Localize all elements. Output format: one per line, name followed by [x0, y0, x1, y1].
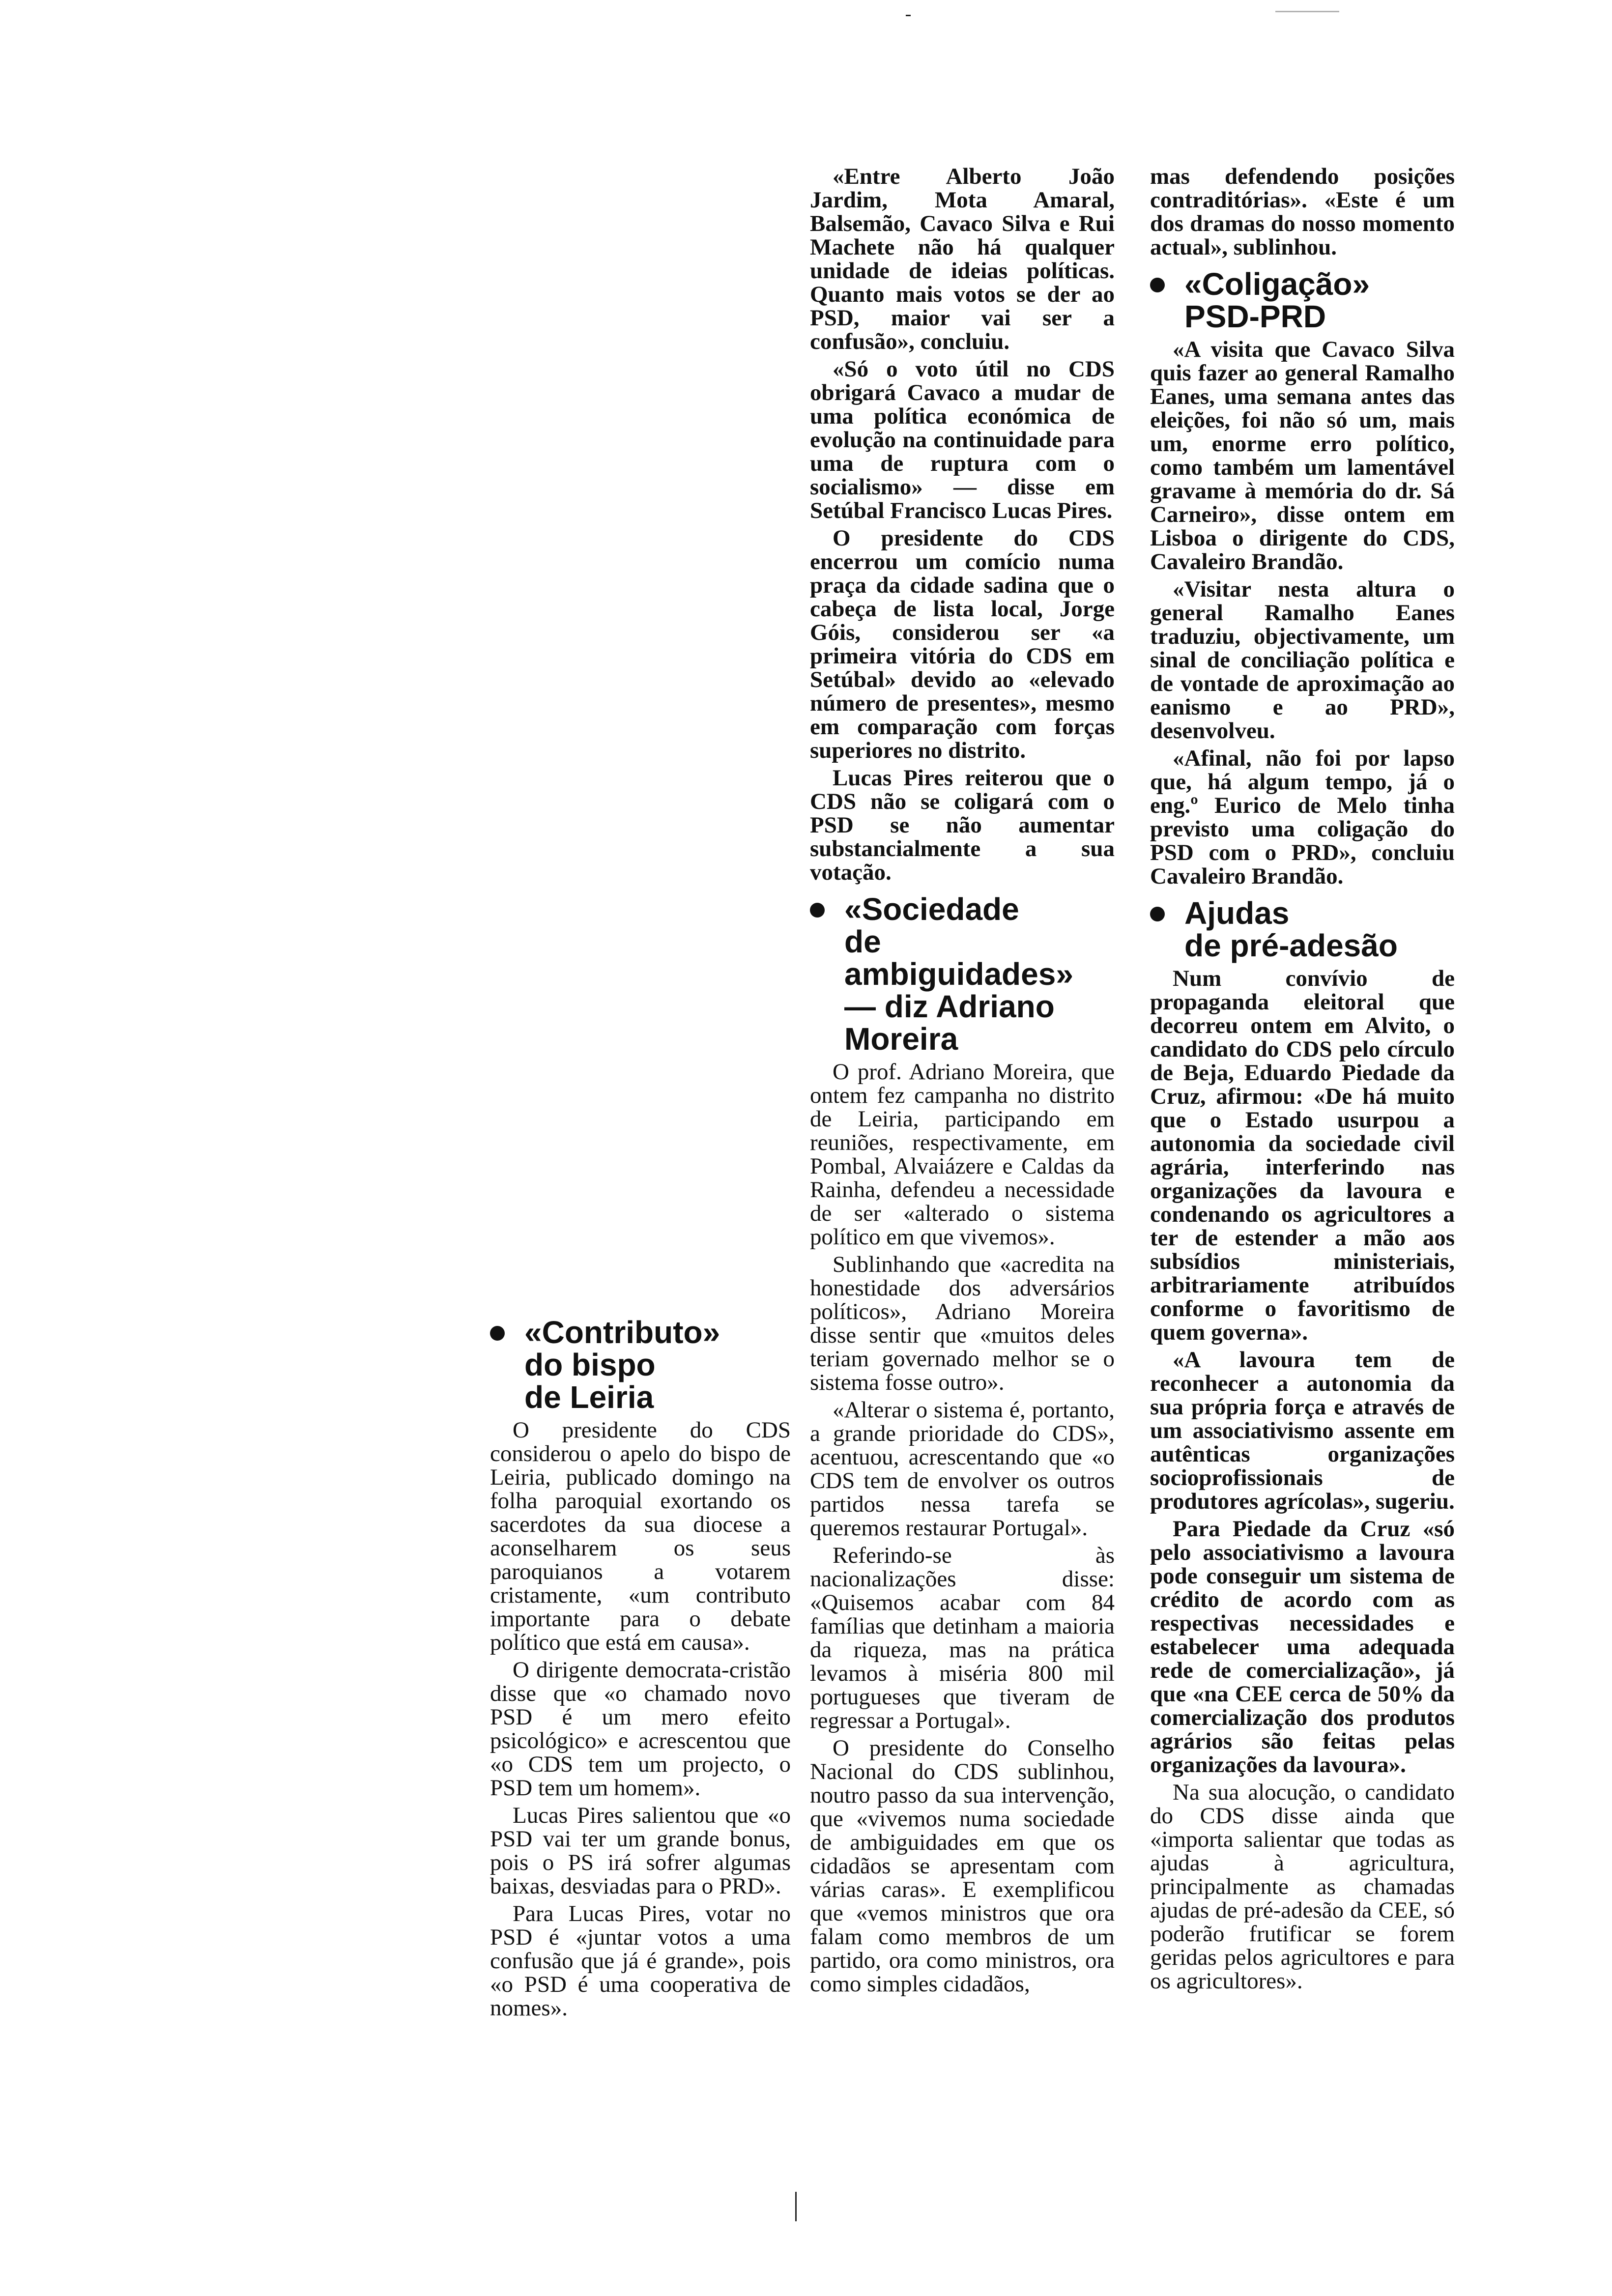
paragraph: Num convívio de propaganda eleitoral que decorreu ontem em Alvito, o candidato do CDS pelo círculo de Beja, Eduardo Piedade da Cruz, afirmou: «De há muito que o Estado usurpou a autonomia da sociedade civil agrária, interferindo nas organizações da lavoura e condenando os agricultores a ter de estender a mão aos subsídios ministeriais, arbitrariamente atribuídos conforme o favoritismo de quem governa». — [1150, 966, 1455, 1345]
heading-coligacao: «Coligação» PSD-PRD — [1150, 268, 1455, 333]
paragraph: «A visita que Cavaco Silva quis fazer ao general Ramalho Eanes, uma semana antes das eleições, foi não só um, mais um, enorme erro político, como também um lamentável gravame à memória do dr. Sá Carneiro», disse ontem em Lisboa o dirigente do CDS, Cavaleiro Brandão. — [1150, 337, 1455, 574]
paragraph: O presidente do Conselho Nacional do CDS sublinhou, noutro passo da sua intervenção, que «vivemos numa sociedade de ambiguidades em que os cidadãos se apresentam com várias caras». E exemplificou que «vemos ministros que ora falam como membros de um partido, ora como ministros, ora como simples cidadãos, — [810, 1735, 1115, 1997]
paragraph: O presidente do CDS encerrou um comício numa praça da cidade sadina que o cabeça de lista local, Jorge Góis, considerou ser «a primeira vitória do CDS em Setúbal» devido ao «elevado número de presentes», mesmo em comparação com forças superiores no distrito. — [810, 525, 1115, 763]
bullet-icon — [1150, 278, 1165, 292]
paragraph: Para Piedade da Cruz «só pelo associativismo a lavoura pode conseguir um sistema de crédito de acordo com as respectivas necessidades e estabelecer uma adequada rede de comercialização», já que «na CEE cerca de 50% da comercialização dos produtos agrários são feitas pelas organizações da lavoura». — [1150, 1516, 1455, 1778]
paragraph: Para Lucas Pires, votar no PSD é «juntar votos a uma confusão que já é grande», pois «o PSD é uma cooperativa de nomes». — [490, 1901, 791, 2021]
paragraph: Na sua alocução, o candidato do CDS disse ainda que «importa salientar que todas as ajudas à agricultura, principalmente as chamadas ajudas de pré-adesão da CEE, só poderão frutificar se forem geridas pelos agricultores e para os agricultores». — [1150, 1779, 1455, 1994]
paragraph: O presidente do CDS considerou o apelo do bispo de Leiria, publicado domingo na folha paroquial exortando os sacerdotes da sua diocese a aconselharem os seus paroquianos a votarem cristamente, «um contributo importante para o debate político que está em causa». — [490, 1417, 791, 1655]
paragraph: «Afinal, não foi por lapso que, há algum tempo, já o eng.º Eurico de Melo tinha previsto uma coligação do PSD com o PRD», concluiu Cavaleiro Brandão. — [1150, 746, 1455, 889]
heading-sociedade: «Sociedade de ambiguidades» — diz Adriano Moreira — [810, 893, 1115, 1055]
column-3 — [1150, 165, 1455, 1997]
paragraph: Lucas Pires reiterou que o CDS não se coligará com o PSD se não aumentar substancialmente a sua votação. — [810, 765, 1115, 885]
paragraph: Referindo-se às nacionalizações disse: «Quisemos acabar com 84 famílias que detinham a maioria da riqueza, mas na prática levamos à miséria 800 mil portugueses que tiveram de regressar a Portugal». — [810, 1543, 1115, 1733]
paragraph: O dirigente democrata-cristão disse que «o chamado novo PSD é um mero efeito psicológico» e acrescentou que «o CDS tem um projecto, o PSD tem um homem». — [490, 1657, 791, 1801]
bullet-icon — [810, 903, 825, 918]
heading-contributo: «Contributo» do bispo de Leiria — [490, 1316, 791, 1413]
scan-mark — [906, 15, 911, 16]
bullet-icon — [1150, 907, 1165, 921]
paragraph: «Só o voto útil no CDS obrigará Cavaco a mudar de uma política económica de evolução na continuidade para uma de ruptura com o socialismo» — disse em Setúbal Francisco Lucas Pires. — [810, 356, 1115, 523]
paragraph: Sublinhando que «acredita na honestidade dos adversários políticos», Adriano Moreira disse sentir que «muitos deles teriam governado melhor se o sistema fosse outro». — [810, 1252, 1115, 1395]
paragraph: «Visitar nesta altura o general Ramalho Eanes traduziu, objectivamente, um sinal de conciliação política e de vontade de aproximação ao eanismo e ao PRD», desenvolveu. — [1150, 576, 1455, 744]
scan-mark — [795, 2192, 797, 2221]
heading-ajudas: Ajudas de pré-adesão — [1150, 897, 1455, 962]
paragraph: «A lavoura tem de reconhecer a autonomia da sua própria força e através de um associativismo assente em autênticas organizações socioprofissionais de produtores agrícolas», sugeriu. — [1150, 1347, 1455, 1514]
column-1 — [490, 1307, 791, 2024]
paragraph: mas defendendo posições contraditórias». «Este é um dos dramas do nosso momento actual», sublinhou. — [1150, 164, 1455, 260]
bullet-icon — [490, 1326, 505, 1341]
paragraph: O prof. Adriano Moreira, que ontem fez campanha no distrito de Leiria, participando em reuniões, respectivamente, em Pombal, Alvaiázere e Caldas da Rainha, defendeu a necessidade de ser «alterado o sistema político em que vivemos». — [810, 1059, 1115, 1250]
scan-mark — [1275, 11, 1339, 12]
paragraph: «Entre Alberto João Jardim, Mota Amaral, Balsemão, Cavaco Silva e Rui Machete não há qualquer unidade de ideias políticas. Quanto mais votos se der ao PSD, maior vai ser a confusão», concluiu. — [810, 164, 1115, 354]
paragraph: «Alterar o sistema é, portanto, a grande prioridade do CDS», acentuou, acrescentando que «o CDS tem de envolver os outros partidos nessa tarefa se queremos restaurar Portugal». — [810, 1397, 1115, 1541]
paragraph: Lucas Pires salientou que «o PSD vai ter um grande bonus, pois o PS irá sofrer algumas baixas, desviadas para o PRD». — [490, 1803, 791, 1899]
column-2 — [810, 165, 1115, 2000]
